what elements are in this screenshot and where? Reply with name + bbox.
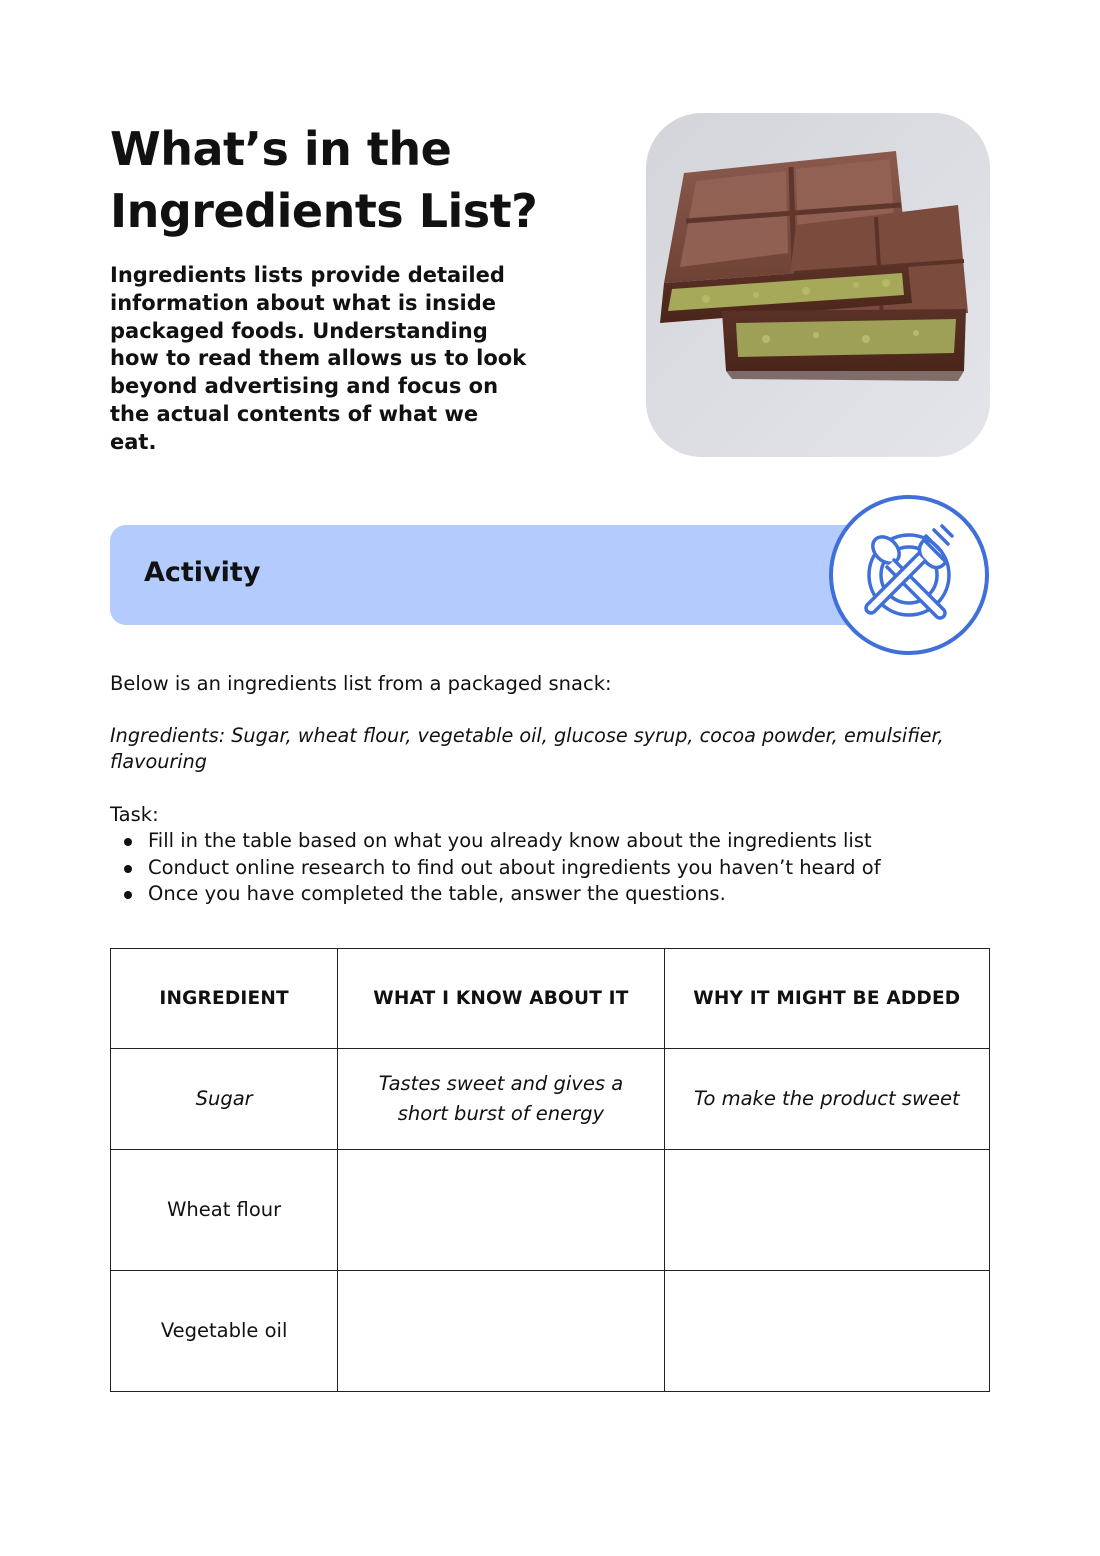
header-ingredient: INGREDIENT — [111, 949, 338, 1049]
task-label: Task: — [110, 803, 159, 826]
table-row — [111, 1271, 990, 1392]
cell-ingredient: Wheat flour — [111, 1150, 338, 1271]
activity-banner — [110, 525, 890, 625]
activity-heading: Activity — [144, 557, 261, 588]
ingredients-table — [110, 948, 990, 1392]
cell-ingredient: Sugar — [111, 1049, 338, 1150]
cell-ingredient: Vegetable oil — [111, 1271, 338, 1392]
cell-why-added-input[interactable] — [664, 1271, 989, 1392]
table-row — [111, 1150, 990, 1271]
page-title — [110, 118, 610, 242]
cell-why-added-input[interactable] — [664, 1150, 989, 1271]
cell-what-i-know-input[interactable] — [338, 1271, 664, 1392]
page-title-line-2: Ingredients List? — [110, 184, 538, 238]
table-row — [111, 1049, 990, 1150]
header-why-added: WHY IT MIGHT BE ADDED — [664, 949, 989, 1049]
table-header-row — [111, 949, 990, 1049]
cell-what-i-know-input[interactable] — [338, 1150, 664, 1271]
intro-paragraph: Ingredients lists provide detailed information about what is inside packaged foods. Understanding how to read them allows us to look beyond advertising and focus on the actual contents of what we eat. — [110, 263, 527, 454]
ingredients-list-text: Ingredients: Sugar, wheat flour, vegetable oil, glucose syrup, cocoa powder, emulsifier, flavouring — [110, 724, 944, 773]
chocolate-bar-photo — [646, 113, 990, 457]
cell-what-i-know: Tastes sweet and gives a short burst of energy — [338, 1049, 664, 1150]
page-title-line-1: What’s in the — [110, 122, 452, 176]
header-what-i-know: WHAT I KNOW ABOUT IT — [338, 949, 664, 1049]
spoon-fork-plate-icon — [828, 494, 990, 656]
task-item: Fill in the table based on what you already know about the ingredients list — [110, 828, 990, 855]
lead-sentence: Below is an ingredients list from a packaged snack: — [110, 672, 612, 695]
task-list — [110, 828, 990, 908]
task-item: Once you have completed the table, answer the questions. — [110, 881, 990, 908]
cell-why-added: To make the product sweet — [664, 1049, 989, 1150]
task-item: Conduct online research to find out about ingredients you haven’t heard of — [110, 855, 990, 882]
